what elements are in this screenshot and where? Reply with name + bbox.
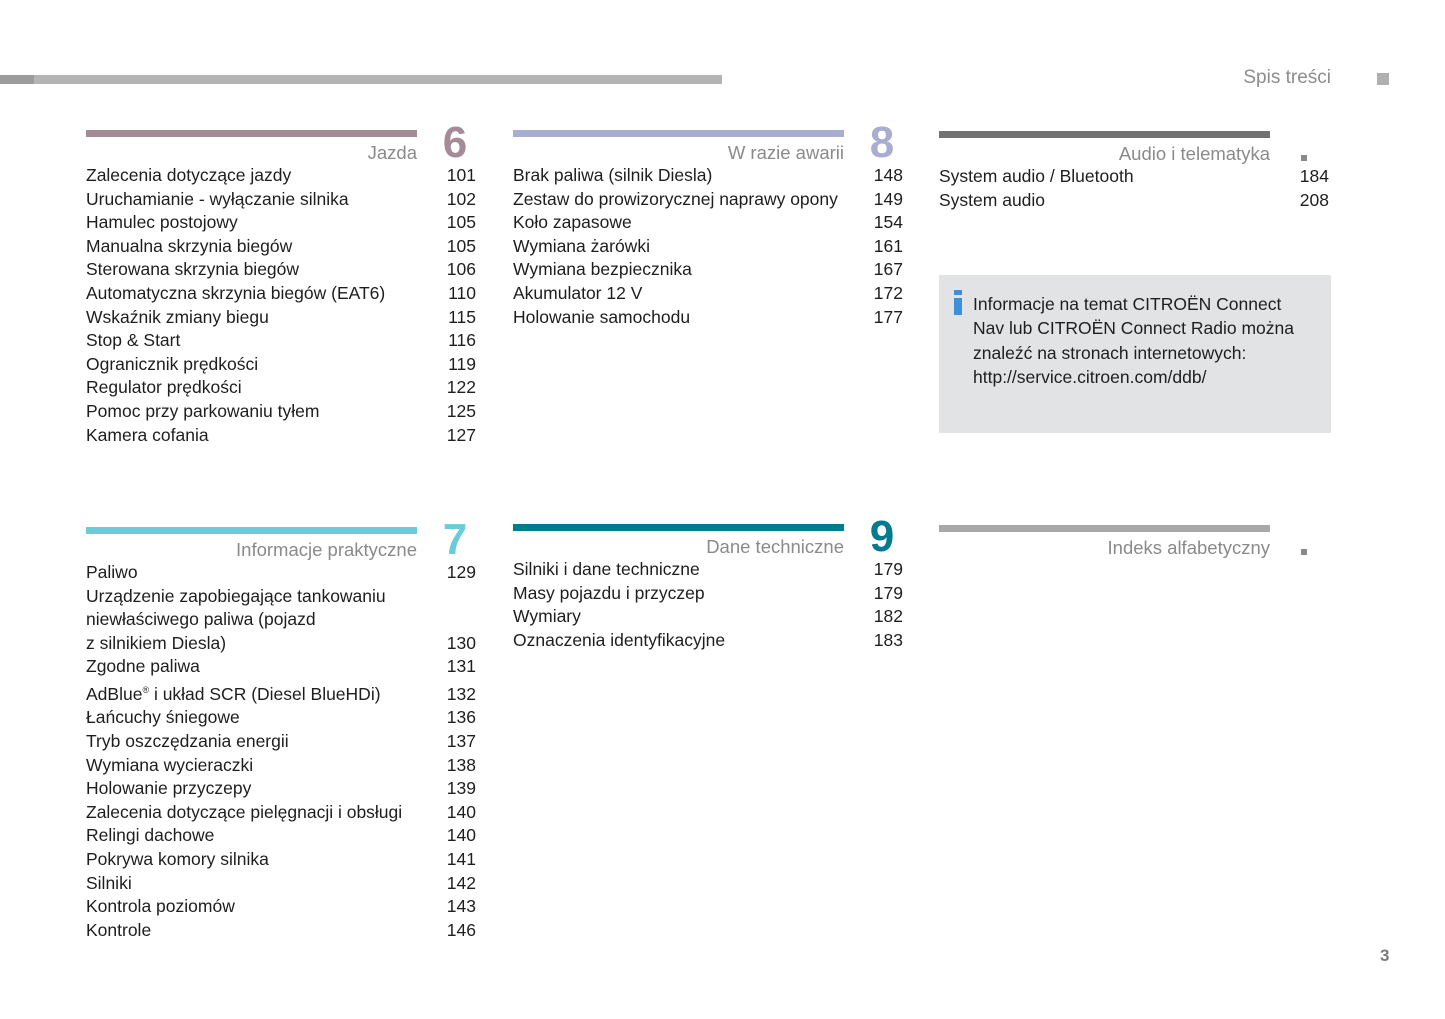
toc-entry-label: Ogranicznik prędkości bbox=[86, 353, 259, 374]
toc-entry-label: Wymiary bbox=[513, 606, 581, 627]
toc-entry[interactable] bbox=[513, 306, 903, 330]
toc-entry[interactable] bbox=[513, 235, 903, 259]
toc-entries bbox=[939, 165, 1329, 212]
toc-entry-page: 183 bbox=[873, 629, 903, 650]
corner-square-icon bbox=[1377, 73, 1389, 85]
toc-entry-page: 122 bbox=[446, 377, 476, 398]
toc-entry[interactable] bbox=[86, 655, 476, 679]
page-title: Spis treści bbox=[1243, 67, 1331, 88]
toc-entry[interactable] bbox=[86, 424, 476, 448]
toc-entry-label: Stop & Start bbox=[86, 330, 181, 351]
toc-entry-page: 131 bbox=[446, 656, 476, 677]
section-bar bbox=[513, 130, 844, 137]
toc-entry-page: 146 bbox=[446, 919, 476, 940]
section-title: Audio i telematyka bbox=[1118, 143, 1270, 164]
toc-entry-label: Łańcuchy śniegowe bbox=[86, 707, 240, 728]
chapter-number: 8 bbox=[869, 118, 895, 167]
top-rule-accent bbox=[0, 75, 34, 84]
toc-entry-label: Manualna skrzynia biegów bbox=[86, 235, 293, 256]
toc-entry-label: Zalecenia dotyczące jazdy bbox=[86, 165, 292, 185]
toc-entry-label: Regulator prędkości bbox=[86, 377, 242, 398]
toc-entry-page: 110 bbox=[448, 282, 476, 303]
toc-entry[interactable] bbox=[86, 801, 476, 825]
toc-entry-page: 161 bbox=[873, 235, 903, 256]
toc-entry-label: Holowanie przyczepy bbox=[86, 778, 252, 799]
toc-entry[interactable] bbox=[86, 777, 476, 801]
toc-entry-label: Wskaźnik zmiany biegu bbox=[86, 306, 269, 327]
toc-entry-label: AdBlue® i układ SCR (Diesel BlueHDi) bbox=[86, 683, 381, 704]
toc-entry-page: 127 bbox=[446, 424, 476, 445]
toc-entry-label: Hamulec postojowy bbox=[86, 212, 238, 233]
toc-entry[interactable] bbox=[86, 895, 476, 919]
toc-entry[interactable] bbox=[86, 848, 476, 872]
toc-entry[interactable] bbox=[513, 605, 903, 629]
toc-entry-page: 179 bbox=[873, 559, 903, 579]
toc-entry-page: 177 bbox=[873, 306, 903, 327]
toc-entry-page: 179 bbox=[873, 582, 903, 603]
info-icon bbox=[951, 290, 965, 316]
toc-entry-label: Relingi dachowe bbox=[86, 825, 215, 846]
chapter-dot-icon bbox=[1301, 549, 1307, 555]
toc-entry-page: 182 bbox=[873, 606, 903, 627]
toc-entry[interactable] bbox=[513, 188, 903, 212]
toc-entry-label: System audio / Bluetooth bbox=[939, 166, 1134, 186]
toc-entry-label: Tryb oszczędzania energii bbox=[86, 730, 289, 751]
toc-entry-label: Masy pojazdu i przyczep bbox=[513, 582, 705, 603]
section-title: Informacje praktyczne bbox=[236, 539, 417, 560]
toc-entry-page: 141 bbox=[446, 848, 476, 869]
registered-mark: ® bbox=[142, 684, 150, 695]
toc-entry[interactable] bbox=[86, 376, 476, 400]
toc-entry[interactable] bbox=[86, 585, 476, 656]
toc-entry-page: 184 bbox=[1299, 166, 1329, 186]
toc-entry-page: 102 bbox=[446, 188, 476, 209]
toc-entry-label: Zalecenia dotyczące pielęgnacji i obsługi bbox=[86, 801, 403, 822]
toc-entry-label: Kontrola poziomów bbox=[86, 896, 235, 917]
toc-entry-page: 105 bbox=[446, 235, 476, 256]
top-rule bbox=[0, 75, 722, 84]
toc-entry[interactable] bbox=[513, 582, 903, 606]
toc-entry[interactable] bbox=[86, 679, 476, 706]
toc-entry[interactable] bbox=[86, 306, 476, 330]
section-bar bbox=[513, 524, 844, 531]
chapter-number: 7 bbox=[442, 515, 468, 564]
toc-entry-label: Koło zapasowe bbox=[513, 212, 632, 233]
section-title: Indeks alfabetyczny bbox=[1107, 537, 1270, 558]
toc-entry-page: 115 bbox=[448, 306, 476, 327]
toc-entry-page: 138 bbox=[446, 754, 476, 775]
toc-entry[interactable] bbox=[86, 211, 476, 235]
toc-entry-page: 139 bbox=[446, 778, 476, 799]
toc-entry[interactable] bbox=[86, 754, 476, 778]
toc-entry-label: Silniki i dane techniczne bbox=[513, 559, 700, 579]
toc-entry[interactable] bbox=[86, 400, 476, 424]
toc-entry-page: 129 bbox=[446, 562, 476, 582]
toc-entry[interactable] bbox=[86, 188, 476, 212]
info-box bbox=[939, 275, 1331, 433]
info-icon-dot bbox=[954, 290, 962, 295]
toc-entries bbox=[86, 561, 476, 942]
toc-entry[interactable] bbox=[86, 919, 476, 943]
toc-entry-label: Pomoc przy parkowaniu tyłem bbox=[86, 400, 320, 421]
toc-entry-page: 167 bbox=[873, 259, 903, 280]
toc-entry-label: Automatyczna skrzynia biegów (EAT6) bbox=[86, 282, 386, 303]
toc-entry-page: 140 bbox=[446, 825, 476, 846]
section-bar bbox=[86, 130, 417, 137]
toc-entries bbox=[86, 164, 476, 447]
section-title: Jazda bbox=[367, 142, 417, 163]
toc-entry[interactable] bbox=[86, 824, 476, 848]
toc-entry[interactable] bbox=[86, 872, 476, 896]
toc-entry-page: 137 bbox=[446, 730, 476, 751]
toc-entry[interactable] bbox=[86, 706, 476, 730]
toc-entry-label: Zgodne paliwa bbox=[86, 656, 200, 677]
toc-entry-page: 132 bbox=[446, 683, 476, 704]
toc-entry-label: Wymiana bezpiecznika bbox=[513, 259, 692, 280]
toc-entry[interactable] bbox=[86, 329, 476, 353]
toc-entry-label: Brak paliwa (silnik Diesla) bbox=[513, 165, 713, 185]
toc-entry[interactable] bbox=[513, 282, 903, 306]
toc-entry-label: Wymiana wycieraczki bbox=[86, 754, 254, 775]
toc-entry-page: 143 bbox=[446, 896, 476, 917]
toc-entry-label: Wymiana żarówki bbox=[513, 235, 650, 256]
toc-entry[interactable] bbox=[86, 282, 476, 306]
toc-entry-label: Kamera cofania bbox=[86, 424, 209, 445]
toc-entry-page: 136 bbox=[446, 707, 476, 728]
toc-entry-page: 149 bbox=[873, 188, 903, 209]
toc-entry[interactable] bbox=[86, 164, 476, 188]
info-text: Informacje na temat CITROËN Connect Nav lub CITROËN Connect Radio można znaleźć na stronach internetowych: http://service.citroen.com/ddb/ bbox=[973, 294, 1294, 388]
toc-entry-label: Kontrole bbox=[86, 919, 152, 940]
toc-entries bbox=[513, 164, 903, 329]
toc-entry[interactable] bbox=[513, 558, 903, 582]
toc-entry-label: Uruchamianie - wyłączanie silnika bbox=[86, 188, 349, 209]
chapter-dot-icon bbox=[1301, 155, 1307, 161]
toc-entry-label: Pokrywa komory silnika bbox=[86, 848, 269, 869]
toc-entry-label: Zestaw do prowizorycznej naprawy opony bbox=[513, 188, 838, 209]
toc-entry[interactable] bbox=[939, 165, 1329, 189]
section-title: W razie awarii bbox=[727, 142, 844, 163]
toc-entry[interactable] bbox=[86, 258, 476, 282]
toc-entry-label: Paliwo bbox=[86, 562, 138, 582]
toc-entry-page: 125 bbox=[446, 400, 476, 421]
toc-entry[interactable] bbox=[86, 561, 476, 585]
toc-entry-label: Silniki bbox=[86, 872, 132, 893]
page-number: 3 bbox=[1380, 946, 1390, 965]
toc-entry-label: Sterowana skrzynia biegów bbox=[86, 259, 300, 280]
toc-entry-page: 208 bbox=[1299, 189, 1329, 210]
toc-entry-page: 116 bbox=[448, 330, 476, 351]
toc-entry[interactable] bbox=[86, 235, 476, 259]
toc-entry[interactable] bbox=[86, 730, 476, 754]
toc-entry-label: Holowanie samochodu bbox=[513, 306, 691, 327]
toc-entry[interactable] bbox=[939, 189, 1329, 213]
toc-entry-page: 119 bbox=[448, 353, 476, 374]
toc-entry-page: 101 bbox=[446, 165, 476, 185]
section-title: Dane techniczne bbox=[706, 536, 844, 557]
toc-entry[interactable] bbox=[86, 353, 476, 377]
toc-entry-page: 140 bbox=[446, 801, 476, 822]
toc-entry-label: System audio bbox=[939, 189, 1046, 210]
toc-entry[interactable] bbox=[513, 164, 903, 188]
toc-entry-page: 130 bbox=[446, 632, 476, 653]
chapter-number: 9 bbox=[869, 512, 895, 561]
toc-entries bbox=[513, 558, 903, 652]
toc-entry-page: 172 bbox=[873, 282, 903, 303]
toc-entry-label: Oznaczenia identyfikacyjne bbox=[513, 629, 726, 650]
toc-entry[interactable] bbox=[513, 258, 903, 282]
toc-entry-label-rest: i układ SCR (Diesel BlueHDi) bbox=[149, 683, 381, 704]
chapter-number: 6 bbox=[442, 118, 468, 167]
toc-entry-page: 105 bbox=[446, 212, 476, 233]
toc-entry[interactable] bbox=[513, 211, 903, 235]
info-icon-stem bbox=[954, 298, 962, 315]
toc-entry[interactable] bbox=[513, 629, 903, 653]
toc-entry-page: 154 bbox=[873, 212, 903, 233]
toc-entry-label: Urządzenie zapobiegające tankowaniu niewłaściwego paliwa (pojazd z silnikiem Diesla) bbox=[86, 585, 386, 653]
section-bar bbox=[86, 527, 417, 534]
toc-entry-page: 148 bbox=[873, 165, 903, 185]
toc-entry-page: 106 bbox=[446, 259, 476, 280]
toc-entry-label: Akumulator 12 V bbox=[513, 282, 643, 303]
section-bar bbox=[939, 525, 1270, 532]
toc-entry-page: 142 bbox=[446, 872, 476, 893]
section-bar bbox=[939, 131, 1270, 138]
